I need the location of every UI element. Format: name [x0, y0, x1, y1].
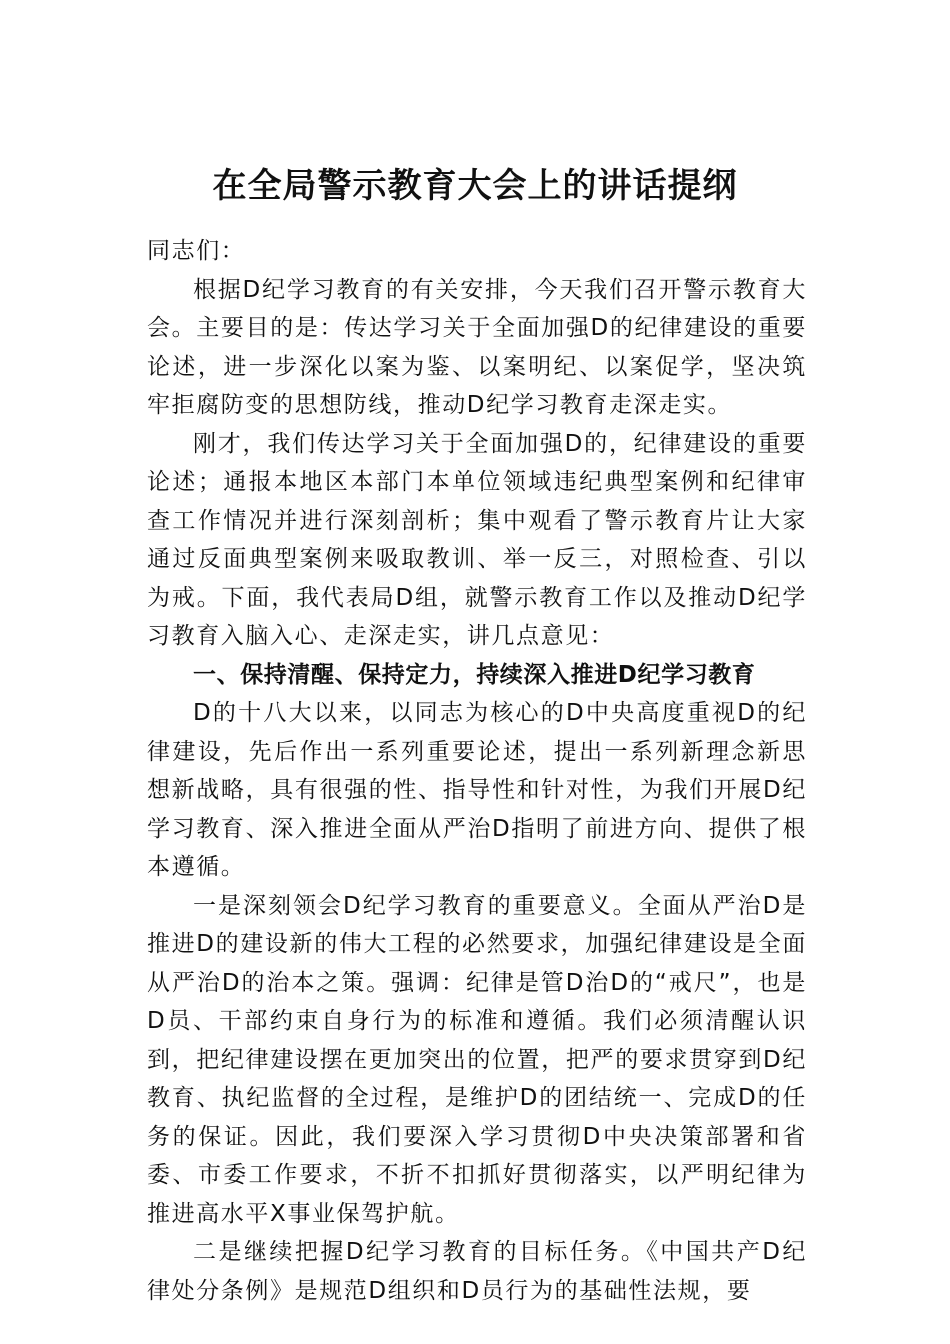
- point-1-body: 全面从严治D是推进D的建设新的伟大工程的必然要求，加强纪律建设是全面从严治D的治本之策。强调：纪律是管D治D的“戒尺”，也是D员、干部约束自身行为的标准和遵循。我们必须清醒认识到，把纪律建设摆在更加突出的位置，把严的要求贯穿到D纪教育、执纪监督的全过程，是维护D的团结统一、完成D的任务的保证。因此，我们要深入学习贯彻D中央决策部署和省委、市委工作要求，不折不扣抓好贯彻落实，以严明纪律为推进高水平X事业保驾护航。: [147, 892, 807, 1227]
- paragraph-intro: 根据D纪学习教育的有关安排，今天我们召开警示教育大会。主要目的是：传达学习关于全面加强D的纪律建设的重要论述，进一步深化以案为鉴、以案明纪、以案促学，坚决筑牢拒腐防变的思想防线，推动D纪学习教育走深走实。: [147, 276, 807, 418]
- document-body: [147, 232, 807, 1310]
- salutation: 同志们：: [147, 238, 246, 264]
- point-2-lead: 二是继续把握D纪学习教育的目标任务。: [193, 1239, 647, 1265]
- section-heading-1: 一、保持清醒、保持定力，持续深入推进D纪学习教育: [193, 661, 756, 688]
- paragraph-section-1-intro: D的十八大以来，以同志为核心的D中央高度重视D的纪律建设，先后作出一系列重要论述，提出一系列新理念新思想新战略，具有很强的性、指导性和针对性，为我们开展D纪学习教育、深入推进全面从严治D指明了前进方向、提供了根本遵循。: [147, 700, 807, 880]
- paragraph-point-1: [147, 887, 807, 1234]
- paragraph-point-2: [147, 1233, 807, 1310]
- point-1-lead: 一是深刻领会D纪学习教育的重要意义。: [193, 892, 638, 919]
- document-title: 在全局警示教育大会上的讲话提纲: [212, 166, 738, 206]
- paragraph-context: 刚才，我们传达学习关于全面加强D的，纪律建设的重要论述；通报本地区本部门本单位领域违纪典型案例和纪律审查工作情况并进行深刻剖析；集中观看了警示教育片让大家通过反面典型案例来吸取教训、举一反三，对照检查、引以为戒。下面，我代表局D组，就警示教育工作以及推动D纪学习教育入脑入心、走深走实，讲几点意见：: [147, 430, 807, 649]
- point-2-body: 《中国共产D纪律处分条例》是规范D组织和D员行为的基础性法规，要: [147, 1239, 807, 1304]
